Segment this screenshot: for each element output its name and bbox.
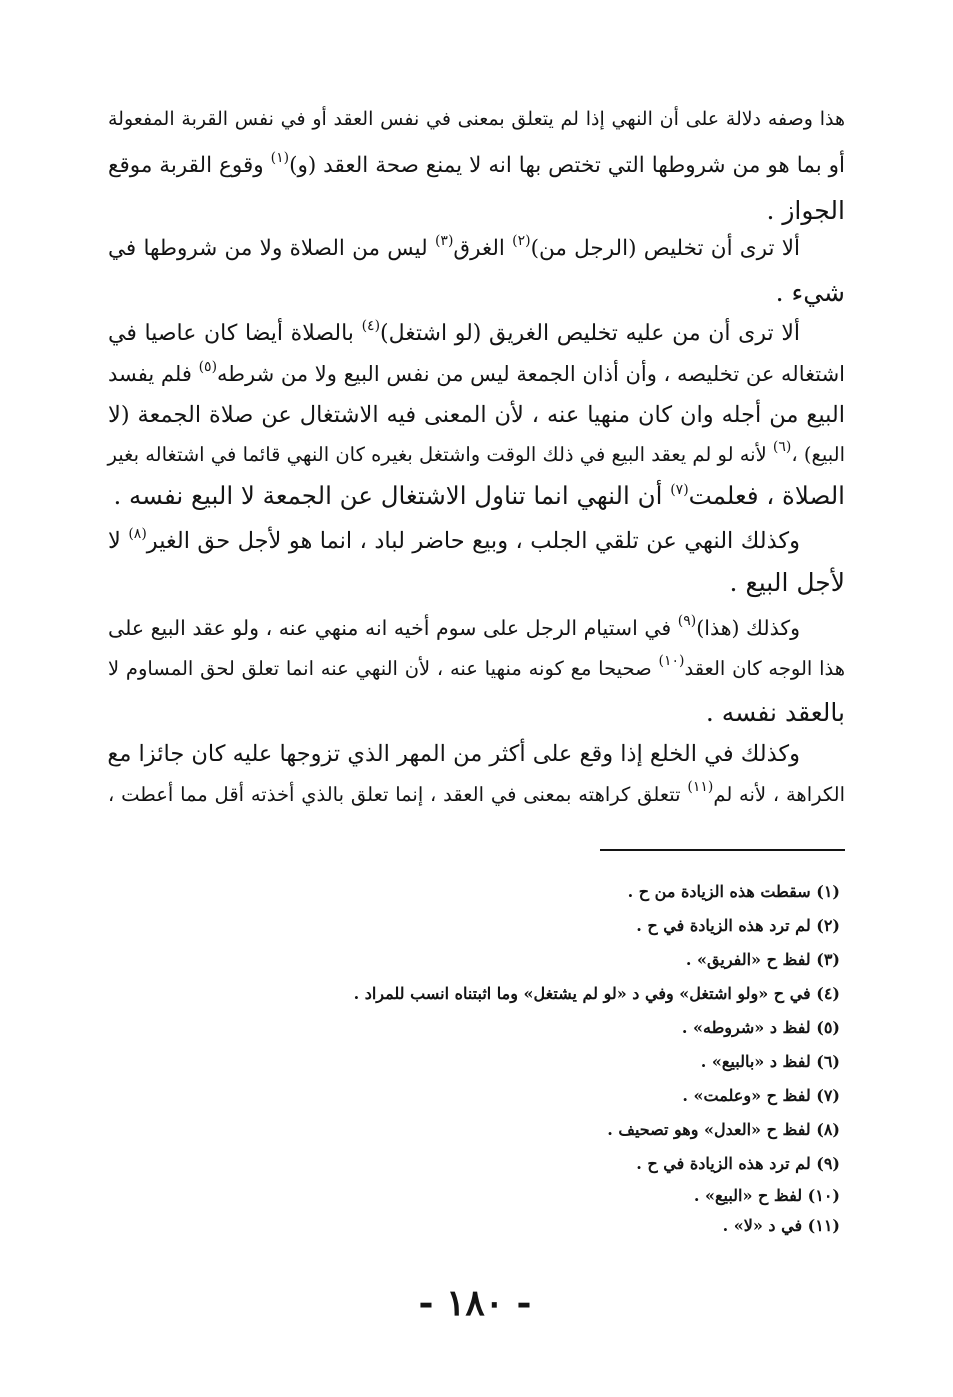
footnote: (١٠) لفظ ح «البيع» .	[693, 1186, 840, 1205]
footnote: (٥) لفظ د «شروطه» .	[681, 1018, 840, 1037]
footnote: (٩) لم ترد هذه الزيادة في ح .	[636, 1154, 840, 1173]
footnote-ref: (٤)	[361, 318, 381, 334]
footnote: (٧) لفظ ح «وعلمت» .	[682, 1086, 840, 1105]
footnote: (٨) لفظ ح «العدل» وهو تصحيف .	[607, 1120, 840, 1139]
footnote-separator	[600, 849, 845, 851]
body-line: هذا الوجه كان العقد$^{(١٠)}$ صحيحا مع كونه منهيا عنه ، لأن النهي عنه انما تعلق لحق المساوم لا	[108, 653, 846, 680]
body-line: لأجل البيع .	[729, 568, 845, 597]
footnote-ref: (١١)	[687, 779, 714, 795]
body-line: وكذلك النهي عن تلقي الجلب ، وبيع حاضر لباد ، انما هو لأجل حق الغير$^{(٨)}$ لا	[108, 526, 800, 554]
footnote: (٤) في ح «ولو اشتغل» وفي د «لو لم يشتغل» وما اثبتناه انسب للمراد .	[353, 984, 840, 1003]
body-line: البيع من أجله وان كان منهيا عنه ، لأن المعنى فيه الاشتغال عن صلاة الجمعة (لا	[108, 402, 845, 428]
footnote-ref: (٥)	[198, 359, 218, 375]
footnote: (١١) في د «لا» .	[722, 1216, 840, 1235]
body-line: وكذلك في الخلع إذا وقع على أكثر من المهر الذي تزوجها عليه كان جائزا مع	[107, 741, 800, 767]
footnote: (٣) لفظ ح «الفريق» .	[685, 950, 840, 969]
body-line: وكذلك (هذا)$^{(٩)}$ في استيام الرجل على سوم أخيه انه منهي عنه ، ولو عقد البيع على	[108, 613, 800, 640]
footnote-ref: (٦)	[772, 439, 792, 455]
footnote-ref: (٢)	[512, 233, 531, 249]
footnote-ref: (٣)	[434, 233, 454, 249]
footnote-ref: (٨)	[128, 526, 147, 542]
body-line: ألا ترى أن تخليص (الرجل من)$^{(٢)}$ الغرق$^{(٣)}$ ليس من الصلاة ولا من شروطها في	[108, 233, 800, 261]
page-number: - ١٨٠ -	[418, 1282, 532, 1324]
footnote: (١) سقطت هذه الزيادة من ح .	[627, 882, 840, 901]
body-line: ألا ترى أن من عليه تخليص الغريق (لو اشتغل)$^{(٤)}$ بالصلاة أيضا كان عاصيا في	[108, 318, 800, 346]
body-line: اشتغاله عن تخليصه ، وأن أذان الجمعة ليس من نفس البيع ولا من شرطه$^{(٥)}$ فلم يفسد	[108, 359, 846, 386]
body-line: الجواز .	[766, 196, 845, 225]
footnote-ref: (١٠)	[658, 653, 685, 669]
body-line: هذا وصفه دلالة على أن النهي إذا لم يتعلق بمعنى في نفس العقد أو في نفس القربة المفعولة	[108, 108, 845, 130]
body-line: الصلاة ، فعلمت$^{(٧)}$ أن النهي انما تناول الاشتغال عن الجمعة لا البيع نفسه .	[113, 481, 845, 510]
footnote: (٢) لم ترد هذه الزيادة في ح .	[636, 916, 840, 935]
body-line: أو بما هو من شروطها التي تختص بها انه لا يمنع صحة العقد (و)$^{(١)}$ وقوع القربة موقع	[108, 150, 845, 178]
body-line: الكراهة ، لأنه لم$^{(١١)}$ تتعلق كراهته بمعنى في العقد ، إنما تعلق بالذي أخذته أقل مما أعطت ،	[108, 779, 845, 806]
footnote: (٦) لفظ د «بالبيع» .	[700, 1052, 840, 1071]
footnote-ref: (١)	[270, 150, 290, 166]
body-line: شيء .	[775, 278, 845, 307]
body-line: البيع) ،$^{(٦)}$ لأنه لو لم يعقد البيع في ذلك الوقت واشتغل بغيره كان النهي قائما في اشتغاله بغير	[107, 439, 845, 466]
footnote-ref: (٧)	[670, 482, 689, 498]
footnote-ref: (٩)	[677, 613, 697, 629]
body-line: بالعقد نفسه .	[705, 698, 845, 727]
